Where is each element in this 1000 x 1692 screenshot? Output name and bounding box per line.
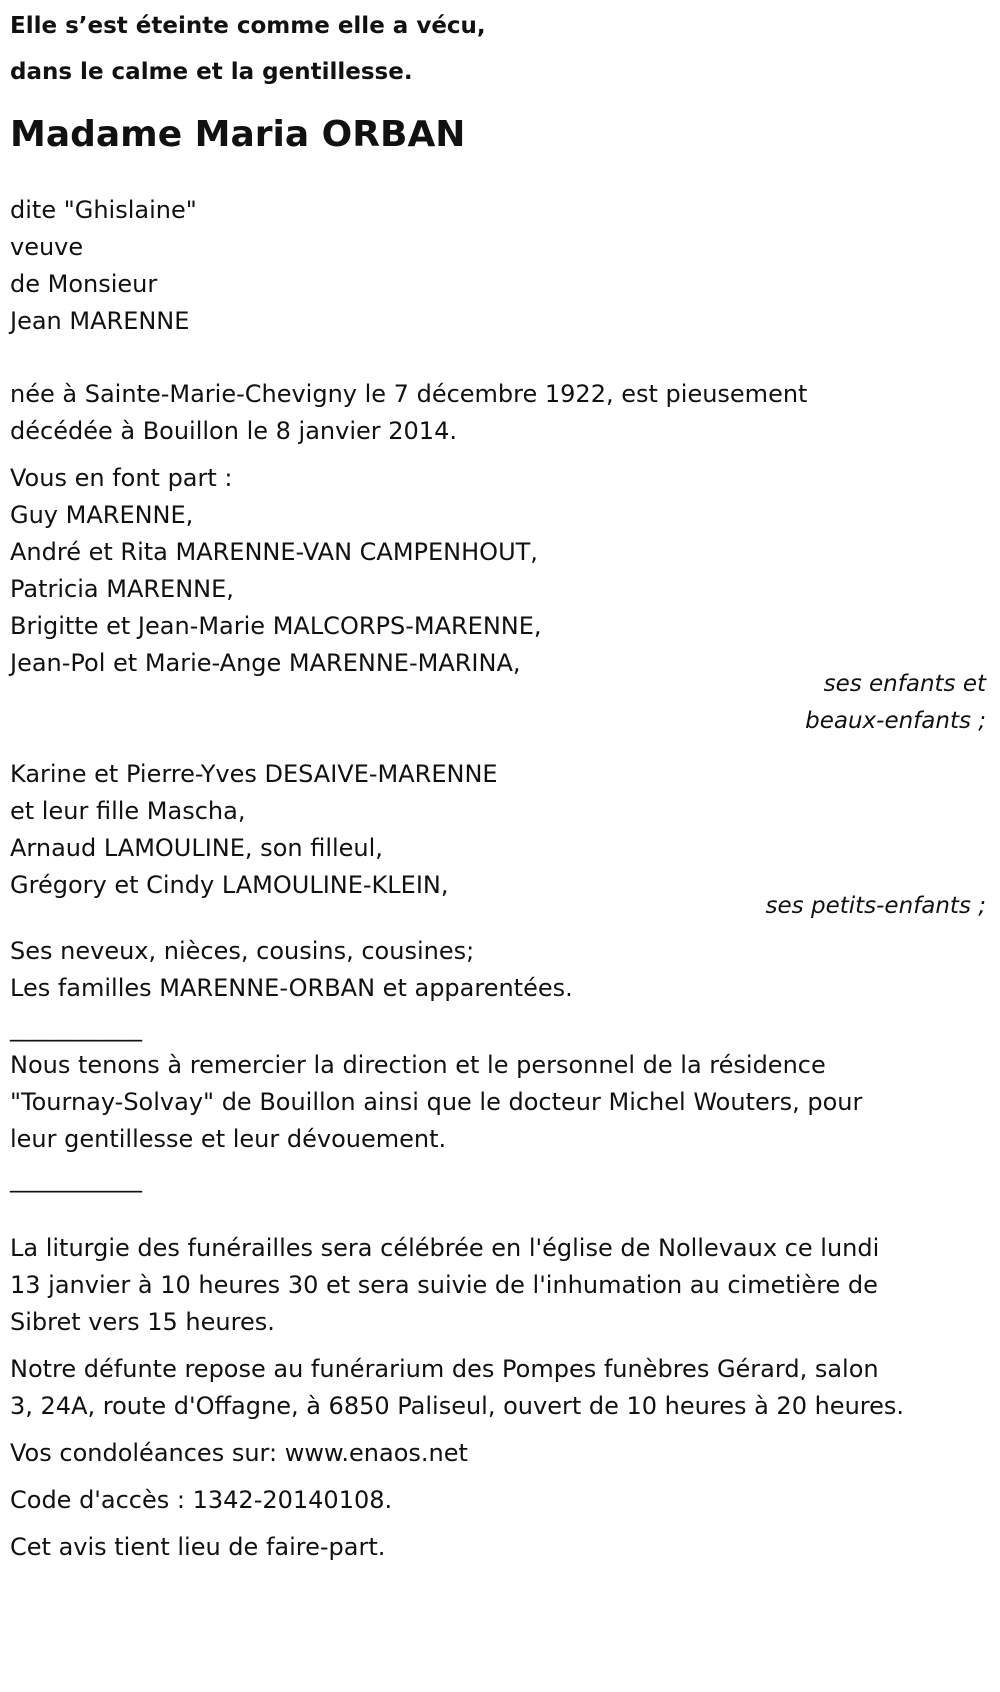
family-member: Jean-Pol et Marie-Ange MARENNE-MARINA,: [10, 649, 521, 677]
family-member: Patricia MARENNE,: [10, 575, 234, 603]
children-label: beaux-enfants ;: [805, 708, 986, 734]
family-member: Brigitte et Jean-Marie MALCORPS-MARENNE,: [10, 612, 542, 640]
deceased-name: Madame Maria ORBAN: [10, 114, 466, 155]
relatives-line: Ses neveux, nièces, cousins, cousines;: [10, 937, 475, 965]
family-member: André et Rita MARENNE-VAN CAMPENHOUT,: [10, 538, 538, 566]
family-member: et leur fille Mascha,: [10, 797, 246, 825]
relatives-block: [10, 933, 988, 1007]
announcement-intro: Vous en font part :: [10, 464, 233, 492]
access-code-line: Code d'accès : 1342-20140108.: [10, 1486, 393, 1514]
relatives-line: Les familles MARENNE-ORBAN et apparentées.: [10, 974, 573, 1002]
identity-block: [10, 192, 988, 340]
funeral-line: Sibret vers 15 heures.: [10, 1308, 275, 1336]
birth-death-line: décédée à Bouillon le 8 janvier 2014.: [10, 417, 457, 445]
family-member: Arnaud LAMOULINE, son filleul,: [10, 834, 383, 862]
epigraph: [10, 0, 988, 96]
thanks-line: leur gentillesse et leur dévouement.: [10, 1125, 447, 1153]
birth-death-line: née à Sainte-Marie-Chevigny le 7 décembre 1922, est pieusement: [10, 380, 808, 408]
obituary-notice: [10, 0, 988, 1566]
condolences-line: Vos condoléances sur: www.enaos.net: [10, 1439, 468, 1467]
epigraph-line: dans le calme et la gentillesse.: [10, 59, 413, 85]
epigraph-line: Elle s’est éteinte comme elle a vécu,: [10, 13, 486, 39]
identity-line: veuve: [10, 233, 84, 261]
children-label: ses enfants et: [823, 671, 986, 697]
children-block: [10, 460, 988, 740]
closing-line: Cet avis tient lieu de faire-part.: [10, 1533, 386, 1561]
identity-line: dite "Ghislaine": [10, 196, 197, 224]
grandchildren-block: [10, 756, 988, 925]
identity-line: Jean MARENNE: [10, 307, 190, 335]
funeral-line: 13 janvier à 10 heures 30 et sera suivie de l'inhumation au cimetière de: [10, 1271, 878, 1299]
separator-line: ___________: [10, 1165, 142, 1193]
family-member: Guy MARENNE,: [10, 501, 194, 529]
grandchildren-label: ses petits-enfants ;: [765, 893, 986, 919]
rest-line: 3, 24A, route d'Offagne, à 6850 Paliseul, ouvert de 10 heures à 20 heures.: [10, 1392, 905, 1420]
family-member: Karine et Pierre-Yves DESAIVE-MARENNE: [10, 760, 498, 788]
rest-block: [10, 1351, 988, 1425]
separator-line: ___________: [10, 1014, 142, 1042]
birth-death-block: [10, 376, 988, 450]
rest-line: Notre défunte repose au funérarium des Pompes funèbres Gérard, salon: [10, 1355, 879, 1383]
thanks-line: "Tournay-Solvay" de Bouillon ainsi que le docteur Michel Wouters, pour: [10, 1088, 863, 1116]
family-member: Grégory et Cindy LAMOULINE-KLEIN,: [10, 871, 449, 899]
thanks-line: Nous tenons à remercier la direction et le personnel de la résidence: [10, 1051, 826, 1079]
thanks-block: [10, 1047, 988, 1158]
funeral-line: La liturgie des funérailles sera célébrée en l'église de Nollevaux ce lundi: [10, 1234, 880, 1262]
funeral-block: [10, 1230, 988, 1341]
identity-line: de Monsieur: [10, 270, 158, 298]
